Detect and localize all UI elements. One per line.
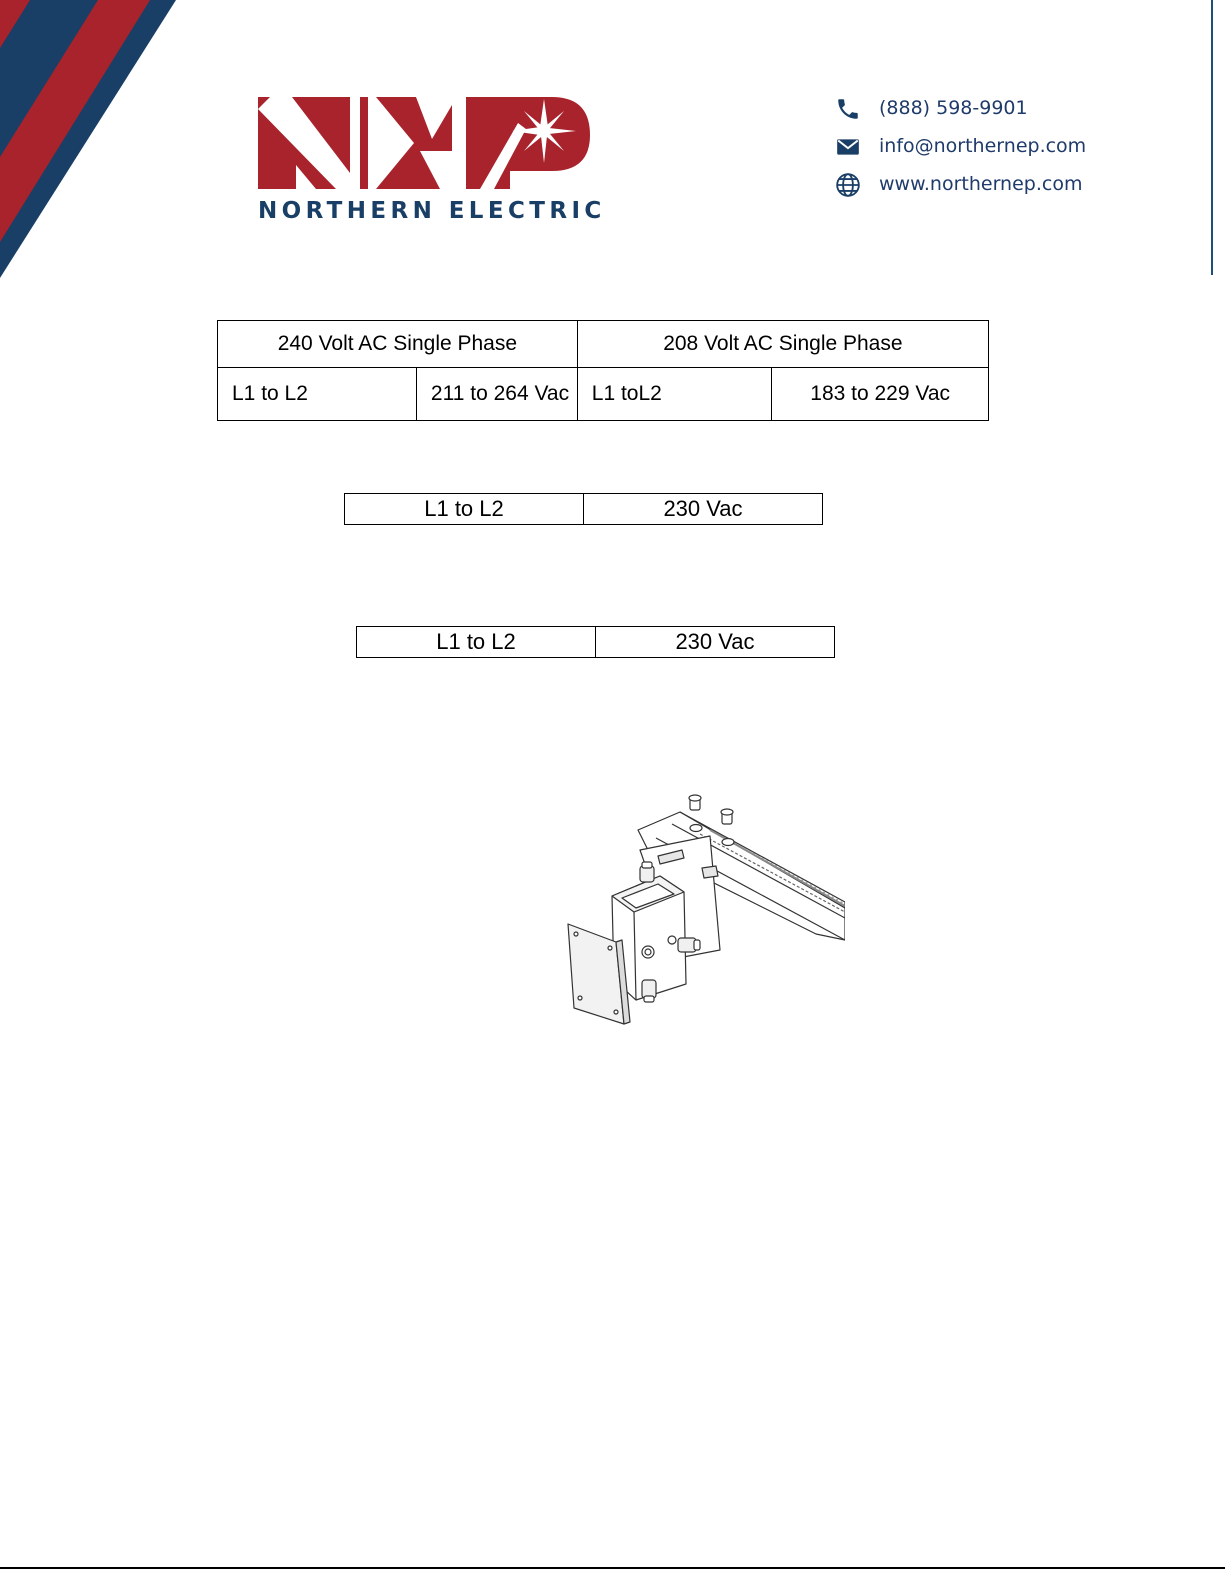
cell-208-label: L1 toL2 [577,368,772,421]
cell-240-range: 211 to 264 Vac [416,368,577,421]
globe-icon [835,172,861,198]
header-240v: 240 Volt AC Single Phase [218,321,578,368]
phone-number[interactable]: (888) 598-9901 [879,97,1028,119]
table-row [357,627,835,658]
right-edge-rule [1211,0,1213,275]
table-row [218,368,989,421]
cell-label: L1 to L2 [345,494,584,525]
company-name: NORTHERN ELECTRIC [258,198,606,224]
email-address[interactable]: info@northernep.com [879,135,1087,157]
junction-box-mounting-diagram [560,790,845,1030]
cell-208-range: 183 to 229 Vac [772,368,989,421]
table-row [345,494,823,525]
email-icon [835,134,861,160]
cell-value: 230 Vac [596,627,835,658]
footer-rule [0,1567,1225,1569]
phone-icon [835,96,861,122]
cell-label: L1 to L2 [357,627,596,658]
table-header-row [218,321,989,368]
website-url[interactable]: www.northernep.com [879,173,1083,195]
header-208v: 208 Volt AC Single Phase [577,321,988,368]
cell-240-label: L1 to L2 [218,368,417,421]
corner-stripes-decoration [0,0,180,280]
voltage-table-2 [344,493,823,525]
voltage-table-3 [356,626,835,658]
company-logo [256,95,592,196]
cell-value: 230 Vac [584,494,823,525]
voltage-range-table [217,320,989,421]
